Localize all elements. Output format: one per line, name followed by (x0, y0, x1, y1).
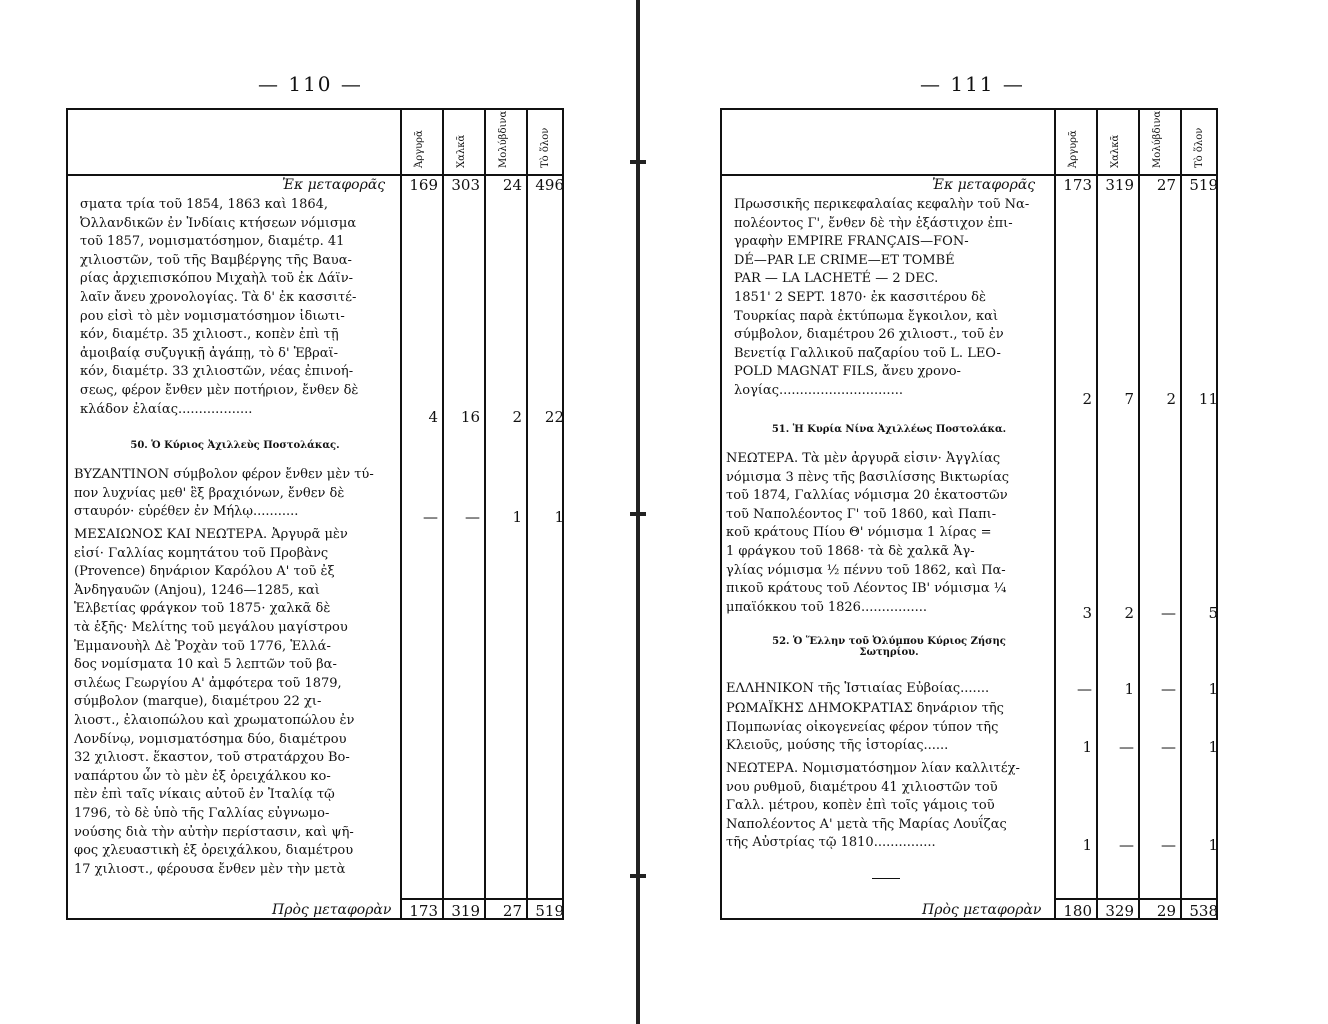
value-cell: 27 (502, 902, 522, 920)
value-cell: 329 (1105, 902, 1134, 920)
text-line: εἰσί· Γαλλίας κομητάτου τοῦ Προβὰνς (74, 545, 329, 561)
spine-mark (630, 512, 646, 516)
value-cell: — (423, 508, 438, 526)
text-line: Λονδίνῳ, νομισματόσημα δύο, διαμέτρου (74, 731, 347, 747)
column-header: Μολύβδινα (1152, 110, 1163, 168)
text-line: μπαϊόκκου τοῦ 1826................ (726, 599, 928, 615)
text-line: Ἀνδηγαυῶν (Anjou), 1246—1285, καὶ (74, 582, 320, 598)
text-line: τοῦ 1874, Γαλλίας νόμισμα 20 ἑκατοστῶν (726, 488, 1008, 504)
value-cell: — (1161, 738, 1176, 756)
column-header: Μολύβδινα (498, 110, 509, 168)
text-line: Ναπολέοντος Α' μετὰ τῆς Μαρίας Λουΐζας (726, 816, 1007, 832)
value-cell: 180 (1063, 902, 1092, 920)
value-cell: 319 (451, 902, 480, 920)
text-line: Βενετίᾳ Γαλλικοῦ παζαρίου τοῦ L. LEO- (734, 345, 1001, 361)
text-line: γραφὴν EMPIRE FRANÇAIS—FON- (734, 234, 969, 250)
text-line: Ὀλλανδικῶν ἐν Ἰνδίαις κτήσεων νόμισμα (80, 215, 357, 231)
spine-mark (630, 874, 646, 878)
text-line: ΝΕΩΤΕΡΑ. Νομισματόσημον λίαν καλλιτέχ- (726, 761, 1020, 776)
value-cell: 4 (428, 408, 438, 426)
text-line: νόμισμα 3 πὲνς τῆς βασιλίσσης Βικτωρίας (726, 469, 1010, 485)
text-line: ΜΕΣΑΙΩΝΟΣ ΚΑΙ ΝΕΩΤΕΡΑ. Ἀργυρᾶ μὲν (74, 527, 348, 542)
value-cell: 2 (1082, 390, 1092, 408)
text-line: σταυρόν· εὑρέθεν ἐν Μήλῳ........... (74, 504, 299, 520)
value-cell: 519 (535, 902, 564, 920)
text-line: POLD MAGNAT FILS, ἄνευ χρονο- (734, 364, 961, 380)
text-line: νούσης διὰ τὴν αὐτὴν περίστασιν, καὶ ψῆ- (74, 824, 354, 840)
carried-label: Ἐκ μεταφορᾶς (282, 177, 386, 193)
value-cell: 2 (1166, 390, 1176, 408)
text-line: κλάδον ἐλαίας.................. (80, 401, 253, 417)
spine-mark (630, 160, 646, 164)
value-cell: 1 (554, 508, 564, 526)
value-cell: 2 (512, 408, 522, 426)
column-header: Τὸ ὅλον (1194, 127, 1205, 168)
value-cell: 27 (1156, 176, 1176, 194)
text-line: (Provence) δηνάριον Καρόλου Α' τοῦ ἐξ (74, 564, 335, 580)
text-line: χιλιοστῶν, τοῦ τῆς Βαμβέργης τῆς Βαυα- (80, 252, 352, 268)
value-cell: 1 (1208, 680, 1218, 698)
entry-text (726, 450, 1009, 617)
section-heading: 51. Ἡ Κυρία Νίνα Ἀχιλλέως Ποστολάκα. (771, 424, 1007, 435)
section-heading: 52. Ὁ Ἕλλην τοῦ Ὀλύμπου Κύριος Ζήσης Σωτηρίου. (772, 636, 1006, 658)
text-line: ναπάρτου ὧν τὸ μὲν ἐξ ὀρειχάλκου κο- (74, 768, 331, 784)
entry-text (74, 466, 374, 522)
entry-text (80, 196, 358, 419)
text-line: Γαλλ. μέτρου, κοπὲν ἐπὶ τοῖς γάμοις τοῦ (726, 798, 995, 814)
value-cell: — (1077, 680, 1092, 698)
text-line: σεως, φέρον ἔνθεν μὲν ποτήριον, ἔνθεν δὲ (80, 382, 359, 398)
value-cell: — (1161, 836, 1176, 854)
page-number-left: — 110 — (258, 72, 363, 96)
text-line: τοῦ Ναπολέοντος Γ' τοῦ 1860, καὶ Παπι- (726, 506, 997, 522)
value-cell: 303 (451, 176, 480, 194)
text-line: ρου εἰσὶ τὸ μὲν νομισματόσημον ἰδιωτι- (80, 308, 345, 324)
value-cell: 1 (512, 508, 522, 526)
text-line: PAR — LA LACHETÉ — 2 DEC. (734, 271, 939, 287)
carry-forward-label: Πρὸς μεταφορὰν (272, 902, 392, 918)
value-cell: 1 (1208, 836, 1218, 854)
value-cell: 7 (1124, 390, 1134, 408)
value-cell: — (1119, 738, 1134, 756)
text-line: ρίας ἀρχιεπισκόπου Μιχαὴλ τοῦ ἐκ Δάϊν- (80, 271, 354, 287)
value-cell: — (465, 508, 480, 526)
text-line: κοῦ κράτους Πίου Θ' νόμισμα 1 λίρας = (726, 525, 992, 541)
section-heading: 50. Ὁ Κύριος Ἀχιλλεὺς Ποστολάκας. (130, 440, 340, 451)
entry-text (74, 526, 354, 879)
text-line: πικοῦ κράτους τοῦ Λέοντος ΙΒ' νόμισμα ¼ (726, 581, 1007, 597)
text-line: λιοστ., ἐλαιοπώλου καὶ χρωματοπώλου ἐν (74, 712, 355, 728)
text-line: πον λυχνίας μεθ' ἓξ βραχιόνων, ἔνθεν δὲ (74, 485, 345, 501)
text-line: 1796, τὸ δὲ ὑπὸ τῆς Γαλλίας εὐγνωμο- (74, 805, 330, 821)
text-line: τοῦ 1857, νομισματόσημον, διαμέτρ. 41 (80, 234, 345, 250)
text-line: σματα τρία τοῦ 1854, 1863 καὶ 1864, (80, 197, 329, 212)
text-line: κόν, διαμέτρ. 35 χιλιοστ., κοπὲν ἐπὶ τῇ (80, 327, 339, 343)
section-rule (872, 878, 900, 879)
value-cell: 1 (1082, 836, 1092, 854)
value-cell: 29 (1156, 902, 1176, 920)
value-cell: 519 (1189, 176, 1218, 194)
value-cell: 173 (1063, 176, 1092, 194)
carry-forward-label: Πρὸς μεταφορὰν (922, 902, 1042, 918)
text-line: Πρωσσικῆς περικεφαλαίας κεφαλὴν τοῦ Να- (734, 197, 1030, 212)
value-cell: 2 (1124, 604, 1134, 622)
value-cell: — (1161, 680, 1176, 698)
text-line: 32 χιλιοστ. ἕκαστον, τοῦ στρατάρχου Βο- (74, 750, 350, 766)
page-number-right: — 111 — (920, 72, 1025, 96)
value-cell: 496 (535, 176, 564, 194)
text-line: τὰ ἑξῆς· Μελίτης τοῦ μεγάλου μαγίστρου (74, 619, 348, 635)
text-line: γλίας νόμισμα ½ πέννυ τοῦ 1862, καὶ Πα- (726, 562, 1006, 578)
entry-text (726, 700, 1004, 756)
text-line: 1 φράγκου τοῦ 1868· τὰ δὲ χαλκᾶ Ἀγ- (726, 543, 975, 559)
text-line: σύμβολον (marque), διαμέτρου 22 χι- (74, 694, 322, 710)
value-cell: 22 (544, 408, 564, 426)
text-line: Ἑλβετίας φράγκον τοῦ 1875· χαλκᾶ δὲ (74, 601, 331, 617)
entry-text (726, 760, 1020, 853)
text-line: πολέοντος Γ', ἔνθεν δὲ τὴν ἑξάστιχον ἐπι- (734, 215, 1013, 231)
text-line: 17 χιλιοστ., φέρουσα ἔνθεν μὲν τὴν μετὰ (74, 861, 346, 877)
value-cell: 319 (1105, 176, 1134, 194)
text-line: DÉ—PAR LE CRIME—ET TOMBÉ (734, 252, 955, 268)
text-line: ΒΥΖΑΝΤΙΝΟΝ σύμβολον φέρον ἔνθεν μὲν τύ- (74, 467, 374, 482)
text-line: πὲν ἐπὶ ταῖς νίκαις αὐτοῦ ἐν Ἰταλίᾳ τῷ (74, 787, 335, 803)
text-line: Τουρκίας παρὰ ἐκτύπωμα ἔγκοιλον, καὶ (734, 308, 999, 324)
text-line: κόν, διαμέτρ. 33 χιλιοστῶν, νέας ἐπινοή- (80, 364, 354, 380)
value-cell: 173 (409, 902, 438, 920)
text-line: νου ρυθμοῦ, διαμέτρου 41 χιλιοστῶν τοῦ (726, 779, 998, 795)
value-cell: 5 (1208, 604, 1218, 622)
value-cell: 3 (1082, 604, 1092, 622)
text-line: ΕΛΛΗΝΙΚΟΝ τῆς Ἱστιαίας Εὐβοίας....... (726, 681, 990, 696)
text-line: 1851' 2 SEPT. 1870· ἐκ κασσιτέρου δὲ (734, 289, 986, 305)
value-cell: 538 (1189, 902, 1218, 920)
value-cell: 1 (1124, 680, 1134, 698)
text-line: σύμβολον, διαμέτρου 26 χιλιοστ., τοῦ ἐν (734, 327, 1004, 343)
value-cell: — (1161, 604, 1176, 622)
column-header: Χαλκᾶ (1110, 134, 1121, 168)
value-cell: — (1119, 836, 1134, 854)
text-line: Πομπωνίας οἰκογενείας φέρον τύπον τῆς (726, 719, 999, 735)
value-cell: 16 (460, 408, 480, 426)
text-line: φος χλευαστικὴ ἐξ ὀρειχάλκου, διαμέτρου (74, 843, 354, 859)
column-header: Χαλκᾶ (456, 134, 467, 168)
text-line: ΡΩΜΑΪΚΗΣ ΔΗΜΟΚΡΑΤΙΑΣ δηνάριον τῆς (726, 701, 1004, 716)
value-cell: 1 (1208, 738, 1218, 756)
value-cell: 169 (409, 176, 438, 194)
carried-label: Ἐκ μεταφορᾶς (932, 177, 1036, 193)
text-line: ἀμοιβαίᾳ συζυγικῇ ἀγάπῃ, τὸ δ' Ἑβραϊ- (80, 345, 339, 361)
text-line: τῆς Αὐστρίας τῷ 1810............... (726, 835, 936, 851)
value-cell: 1 (1082, 738, 1092, 756)
text-line: ΝΕΩΤΕΡΑ. Τὰ μὲν ἀργυρᾶ εἰσιν· Ἀγγλίας (726, 451, 1001, 466)
text-line: λογίας.............................. (734, 382, 903, 398)
text-line: δος νομίσματα 10 καὶ 5 λεπτῶν τοῦ βα- (74, 657, 337, 673)
entry-text (734, 196, 1029, 401)
column-header: Τὸ ὅλον (540, 127, 551, 168)
column-header: Ἀργυρᾶ (1068, 130, 1079, 168)
text-line: Ἐμμανουὴλ Δὲ Ῥοχὰν τοῦ 1776, Ἑλλά- (74, 638, 331, 654)
text-line: λαῖν ἄνευ χρονολογίας. Τὰ δ' ἐκ κασσιτέ- (80, 289, 357, 305)
value-cell: 11 (1198, 390, 1218, 408)
text-line: Κλειοῦς, μούσης τῆς ἱστορίας...... (726, 738, 949, 754)
entry-text (726, 680, 989, 699)
column-header: Ἀργυρᾶ (414, 130, 425, 168)
value-cell: 24 (502, 176, 522, 194)
text-line: σιλέως Γεωργίου Α' ἀμφότερα τοῦ 1879, (74, 675, 342, 691)
